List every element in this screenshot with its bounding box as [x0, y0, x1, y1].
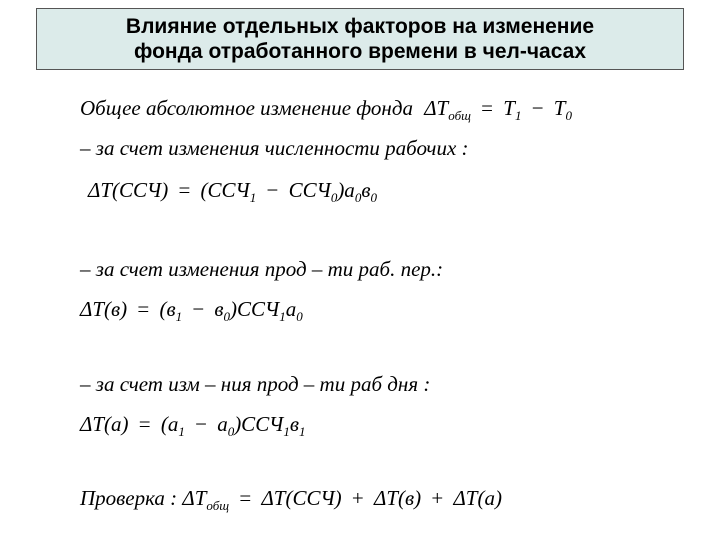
- formula-part: (в: [159, 297, 176, 321]
- formula-subscript: 1: [514, 108, 522, 123]
- equals-sign: =: [137, 297, 150, 321]
- plus-sign: +: [351, 486, 364, 510]
- equals-sign: =: [239, 486, 252, 510]
- minus-sign: −: [266, 178, 279, 202]
- formula-symbol: ΔT: [182, 486, 207, 510]
- formula-subscript: 1: [283, 424, 290, 439]
- formula-part: ССЧ: [288, 178, 331, 202]
- formula-lhs: ΔT(a): [80, 412, 129, 436]
- plus-sign: +: [431, 486, 444, 510]
- equals-sign: =: [481, 96, 494, 120]
- formula-subscript: 1: [175, 309, 183, 324]
- check-label: Проверка :: [80, 486, 178, 510]
- formula-part: в: [214, 297, 224, 321]
- formula-subscript: 0: [370, 190, 377, 205]
- total-change-line: [80, 96, 572, 121]
- minus-sign: −: [531, 96, 544, 120]
- title-line-1: Влияние отдельных факторов на изменение: [125, 15, 595, 38]
- formula-term: ΔT(в): [374, 486, 422, 510]
- formula-part: (a: [160, 412, 179, 436]
- formula-lhs: ΔT(ССЧ): [88, 178, 169, 202]
- formula-part: (ССЧ: [200, 178, 250, 202]
- factor-days-formula: [80, 412, 306, 437]
- factor-day-length-formula: [80, 297, 303, 322]
- slide-title: [36, 8, 684, 70]
- equals-sign: =: [178, 178, 191, 202]
- factor-workers-label: – за счет изменения численности рабочих :: [80, 136, 469, 160]
- formula-part: )a: [337, 178, 355, 202]
- minus-sign: −: [192, 297, 205, 321]
- formula-part: в: [289, 412, 300, 436]
- formula-subscript: общ: [448, 108, 471, 123]
- factor-days-label: – за счет изм – ния прод – ти раб дня :: [80, 372, 431, 396]
- formula-lhs: ΔT(в): [80, 297, 128, 321]
- formula-subscript: 0: [227, 424, 235, 439]
- formula-subscript: 1: [299, 424, 306, 439]
- formula-symbol: T: [553, 96, 566, 120]
- formula-term: ΔT(a): [453, 486, 502, 510]
- formula-subscript: 0: [565, 108, 572, 123]
- factor-workers-formula: [88, 178, 377, 203]
- formula-part: в: [361, 178, 371, 202]
- formula-part: )ССЧ: [234, 412, 284, 436]
- formula-subscript: 0: [223, 309, 231, 324]
- formula-subscript: 1: [279, 309, 286, 324]
- minus-sign: −: [195, 412, 207, 436]
- formula-term: ΔT(ССЧ): [261, 486, 342, 510]
- formula-symbol: ΔT: [424, 96, 449, 120]
- total-change-label: Общее абсолютное изменение фонда: [80, 96, 413, 120]
- formula-subscript: 0: [330, 190, 338, 205]
- formula-subscript: 0: [354, 190, 362, 205]
- formula-subscript: 1: [249, 190, 257, 205]
- formula-subscript: общ: [206, 498, 230, 513]
- formula-part: )ССЧ: [230, 297, 280, 321]
- formula-part: a: [285, 297, 297, 321]
- formula-part: a: [217, 412, 228, 436]
- formula-subscript: 1: [178, 424, 185, 439]
- title-line-2: фонда отработанного времени в чел-часах: [133, 40, 586, 63]
- factor-day-length-label: – за счет изменения прод – ти раб. пер.:: [80, 257, 444, 281]
- formula-subscript: 0: [296, 309, 303, 324]
- check-line: [80, 486, 502, 511]
- formula-symbol: T: [503, 96, 515, 120]
- equals-sign: =: [138, 412, 151, 436]
